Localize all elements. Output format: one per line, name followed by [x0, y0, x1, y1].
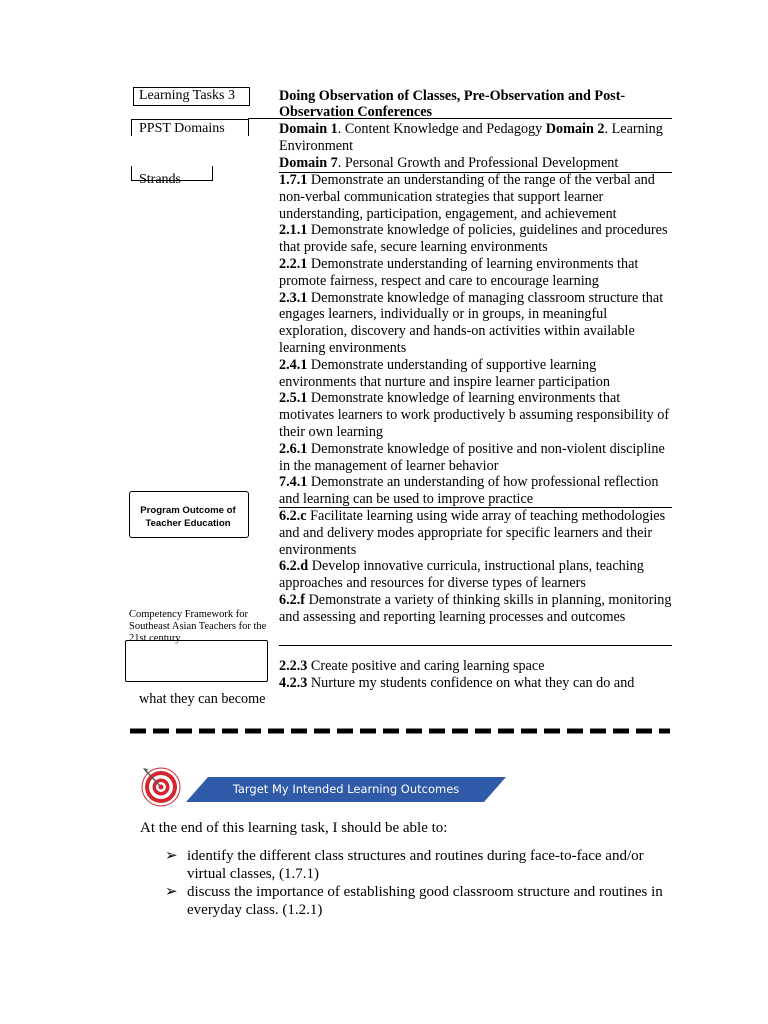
competencies-block [279, 658, 679, 692]
banner-title: Target My Intended Learning Outcomes [232, 782, 460, 796]
strand-item: 2.5.1 Demonstrate knowledge of learning environments that motivates learners to work productively b assuming responsibility of their own learning [279, 390, 670, 440]
rule-title [248, 118, 672, 119]
strand-item: 1.7.1 Demonstrate an understanding of the range of the verbal and non-verbal communication strategies that support learner understanding, participation, engagement, and achievement [279, 172, 655, 222]
strand-item: 7.4.1 Demonstrate an understanding of how professional reflection and learning can be used to improve practice [279, 474, 659, 508]
target-icon [140, 766, 182, 808]
program-outcome-label: Program Outcome of Teacher Education [140, 505, 236, 529]
strand-item: 2.4.1 Demonstrate understanding of supportive learning environments that nurture and inspire learner participation [279, 356, 610, 390]
arrow-bullet-icon: ➢ [165, 848, 178, 864]
objective-item: ➢ discuss the importance of establishing good classroom structure and routines in everyday class. (1.2.1) [165, 884, 663, 918]
ppst-label: PPST Domains [139, 121, 225, 136]
learning-tasks-label: Learning Tasks 3 [139, 88, 235, 103]
arrow-bullet-icon: ➢ [165, 884, 178, 900]
program-outcomes-block [279, 508, 674, 626]
strand-item: 2.1.1 Demonstrate knowledge of policies, guidelines and procedures that provide safe, secure learning environments [279, 222, 668, 256]
strand-item: 2.2.1 Demonstrate understanding of learning environments that promote fairness, respect and care to encourage learning [279, 255, 639, 289]
objectives-list [165, 847, 685, 919]
outcome-item: 6.2.d Develop innovative curricula, instructional plans, teaching approaches and resources for diverse types of learners [279, 558, 644, 592]
strand-item: 2.3.1 Demonstrate knowledge of managing classroom structure that engages learners, individually or in groups, in meaningful exploration, discovery and hands-on activities within available learning environments [279, 289, 664, 356]
competency-box [125, 640, 268, 682]
strands-label: Strands [139, 172, 181, 187]
strands-block [279, 172, 674, 508]
competency-label: Competency Framework for Southeast Asian Teachers for the 21st century [129, 609, 267, 645]
objective-intro: At the end of this learning task, I should be able to: [140, 820, 448, 836]
competency-item: 4.2.3 Nurture my students confidence on what they can do and [279, 674, 635, 691]
outcome-item: 6.2.c Facilitate learning using wide array of teaching methodologies and and delivery modes appropriate for specific learners and their environments [279, 508, 666, 558]
outcome-item: 6.2.f Demonstrate a variety of thinking skills in planning, monitoring and assessing and reporting learning processes and outcomes [279, 591, 672, 625]
strand-item: 2.6.1 Demonstrate knowledge of positive and non-violent discipline in the management of learner behavior [279, 440, 665, 474]
objective-item: ➢ identify the different class structures and routines during face-to-face and/or virtual classes, (1.7.1) [165, 848, 644, 882]
page-title: Doing Observation of Classes, Pre-Observation and Post-Observation Conferences [279, 88, 626, 120]
domains-block: Domain 1. Content Knowledge and Pedagogy Domain 2. Learning Environment Domain 7. Personal Growth and Professional Development [279, 121, 663, 171]
competency-tail: what they can become [139, 691, 266, 707]
competency-item: 2.2.3 Create positive and caring learning space [279, 658, 545, 674]
dashed-divider [130, 728, 670, 734]
rule-outcomes [279, 645, 672, 646]
